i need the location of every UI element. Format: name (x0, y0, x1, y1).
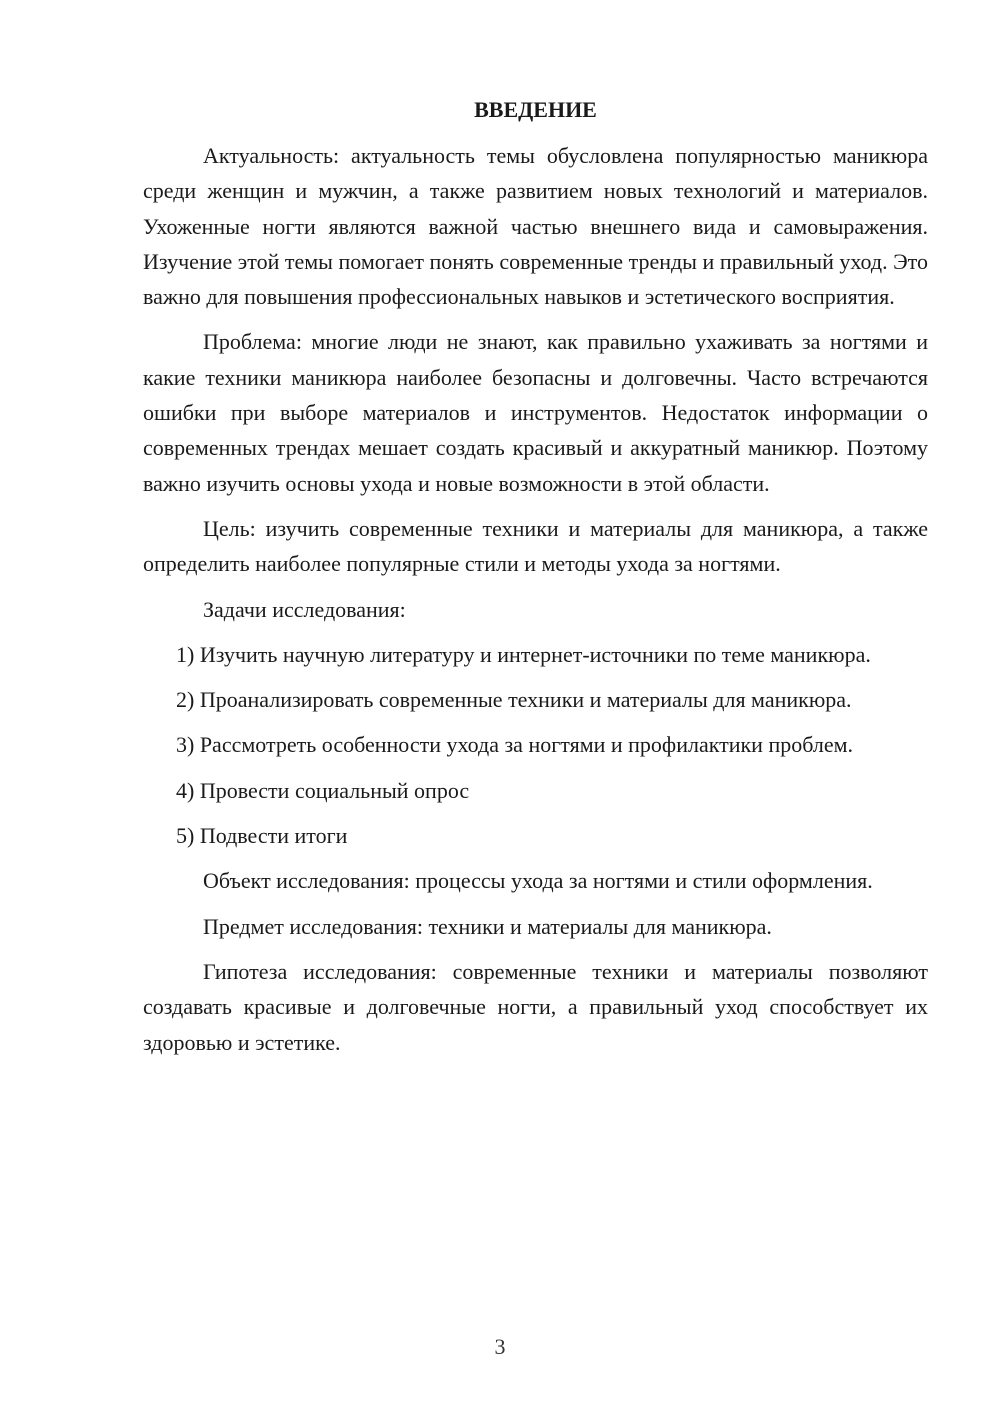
paragraph-goal: Цель: изучить современные техники и материалы для маникюра, а также определить наиболее популярные стили и методы ухода за ногтями. (143, 515, 928, 577)
paragraph-object: Объект исследования: процессы ухода за ногтями и стили оформления. (203, 868, 873, 894)
paragraph-tasks-heading: Задачи исследования: (203, 596, 406, 622)
paragraph-hypothesis: Гипотеза исследования: современные техники и материалы позволяют создавать красивые и долговечные ногти, а правильный уход способствует их здоровью и эстетике. (143, 958, 928, 1055)
page-number: 3 (494, 1334, 506, 1359)
task-item-4: 4) Провести социальный опрос (176, 777, 470, 803)
paragraph-relevance: Актуальность: актуальность темы обусловлена популярностью маникюра среди женщин и мужчин, а также развитием новых технологий и материалов. Ухоженные ногти являются важной частью внешнего вида и самовыражения. Изучение этой темы помогает понять современные тренды и правильный уход. Это важно для повышения профессиональных навыков и эстетического восприятия. (143, 143, 928, 310)
section-title: ВВЕДЕНИЕ (474, 97, 597, 122)
paragraph-problem: Проблема: многие люди не знают, как правильно ухаживать за ногтями и какие техники маникюра наиболее безопасны и долговечны. Часто встречаются ошибки при выборе материалов и инструментов. Недостаток информации о современных трендах мешает создать красивый и аккуратный маникюр. Поэтому важно изучить основы ухода и новые возможности в этой области. (143, 329, 928, 496)
document-page (143, 92, 928, 1060)
task-item-2: 2) Проанализировать современные техники и материалы для маникюра. (176, 687, 852, 713)
paragraph-subject: Предмет исследования: техники и материалы для маникюра. (203, 913, 772, 939)
task-item-5: 5) Подвести итоги (176, 823, 348, 849)
task-item-1: 1) Изучить научную литературу и интернет-источники по теме маникюра. (176, 641, 871, 667)
task-item-3: 3) Рассмотреть особенности ухода за ногтями и профилактики проблем. (176, 732, 854, 758)
